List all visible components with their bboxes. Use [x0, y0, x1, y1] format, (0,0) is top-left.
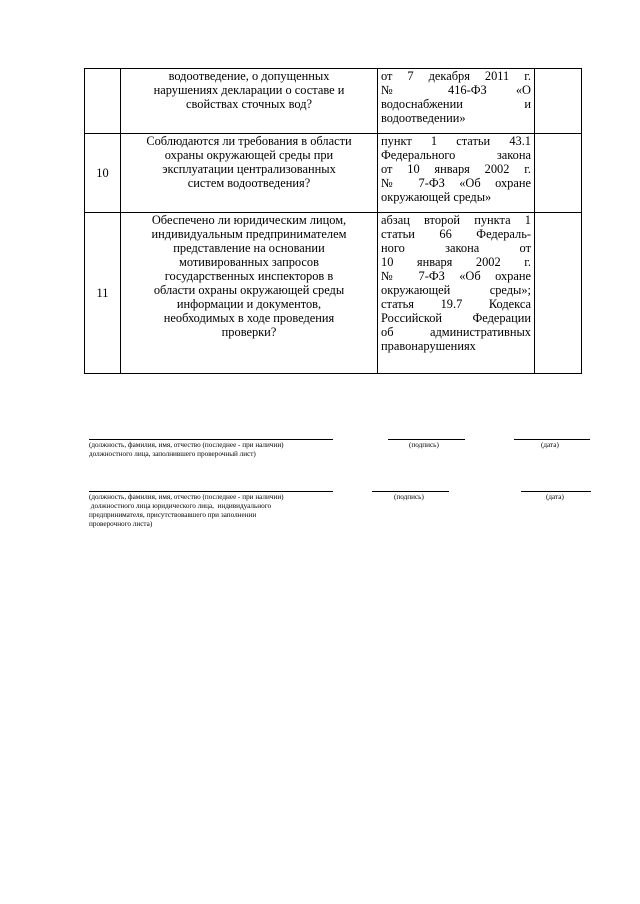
question-line: водоотведение, о допущенных [168, 69, 330, 83]
legal-basis-cell [378, 134, 535, 213]
inspector-name-caption [89, 441, 284, 459]
basis-line: Российской Федерации [381, 311, 531, 325]
legal-basis-cell [378, 213, 535, 374]
legal-basis-cell [378, 69, 535, 134]
question-cell [121, 213, 378, 374]
representative-date-caption: (дата) [546, 493, 564, 501]
caption-line: (должность, фамилия, имя, отчество (последнее - при наличии) [89, 493, 284, 501]
caption-line: должностного лица, заполнившего проверочный лист) [89, 450, 256, 458]
row-number: 11 [85, 213, 121, 374]
inspector-date-line[interactable] [514, 439, 590, 440]
basis-line: № 7-ФЗ «Об охране [381, 269, 531, 283]
inspector-signature-line[interactable] [388, 439, 465, 440]
question-cell [121, 134, 378, 213]
basis-line: правонарушениях [381, 339, 476, 353]
question-line: проверки? [221, 325, 277, 339]
answer-cell[interactable] [535, 134, 582, 213]
table-row [85, 69, 582, 134]
answer-cell[interactable] [535, 213, 582, 374]
caption-line: (должность, фамилия, имя, отчество (последнее - при наличии) [89, 441, 284, 449]
basis-line: об административных [381, 325, 531, 339]
question-line: нарушениях декларации о составе и [153, 83, 345, 97]
checklist-table [84, 68, 582, 374]
question-line: систем водоотведения? [187, 176, 311, 190]
basis-line: окружающей среды»; [381, 283, 531, 297]
question-line: Соблюдаются ли требования в области [146, 134, 352, 148]
inspector-date-caption: (дата) [541, 441, 559, 449]
caption-line: проверочного листа) [89, 520, 153, 528]
question-line: индивидуальным предпринимателем [151, 227, 347, 241]
basis-line: водоснабжении и [381, 97, 531, 111]
basis-line: пункт 1 статьи 43.1 [381, 134, 531, 148]
question-line: Обеспечено ли юридическим лицом, [151, 213, 347, 227]
caption-line: предпринимателя, присутствовавшего при заполнении [89, 511, 257, 519]
basis-line: № 7-ФЗ «Об охране [381, 176, 531, 190]
question-line: мотивированных запросов [179, 255, 319, 269]
inspector-signature-caption: (подпись) [409, 441, 439, 449]
question-line: свойствах сточных вод? [186, 97, 312, 111]
basis-line: абзац второй пункта 1 [381, 213, 531, 227]
question-line: области охраны окружающей среды [153, 283, 345, 297]
row-number: 10 [85, 134, 121, 213]
table-row [85, 213, 582, 374]
inspector-name-line[interactable] [89, 439, 333, 440]
question-line: охраны окружающей среды при [164, 148, 334, 162]
basis-line: ного закона от [381, 241, 531, 255]
basis-line: Федерального закона [381, 148, 531, 162]
question-cell [121, 69, 378, 134]
basis-line: от 10 января 2002 г. [381, 162, 531, 176]
basis-line: 10 января 2002 г. [381, 255, 531, 269]
representative-name-caption [89, 493, 284, 529]
basis-line: от 7 декабря 2011 г. [381, 69, 531, 83]
basis-line: № 416-ФЗ «О [381, 83, 531, 97]
answer-cell[interactable] [535, 69, 582, 134]
basis-line: статья 19.7 Кодекса [381, 297, 531, 311]
representative-signature-caption: (подпись) [394, 493, 424, 501]
row-number [85, 69, 121, 134]
table-row [85, 134, 582, 213]
representative-name-line[interactable] [89, 491, 333, 492]
representative-signature-line[interactable] [372, 491, 449, 492]
representative-date-line[interactable] [521, 491, 591, 492]
basis-line: окружающей среды» [381, 190, 492, 204]
basis-line: водоотведении» [381, 111, 466, 125]
question-line: информации и документов, [176, 297, 322, 311]
basis-line: статьи 66 Федераль- [381, 227, 531, 241]
question-line: представление на основании [173, 241, 325, 255]
question-line: государственных инспекторов в [164, 269, 334, 283]
question-line: необходимых в ходе проведения [163, 311, 335, 325]
caption-line: должностного лица юридического лица, индивидуального [89, 502, 272, 510]
question-line: эксплуатации централизованных [162, 162, 336, 176]
